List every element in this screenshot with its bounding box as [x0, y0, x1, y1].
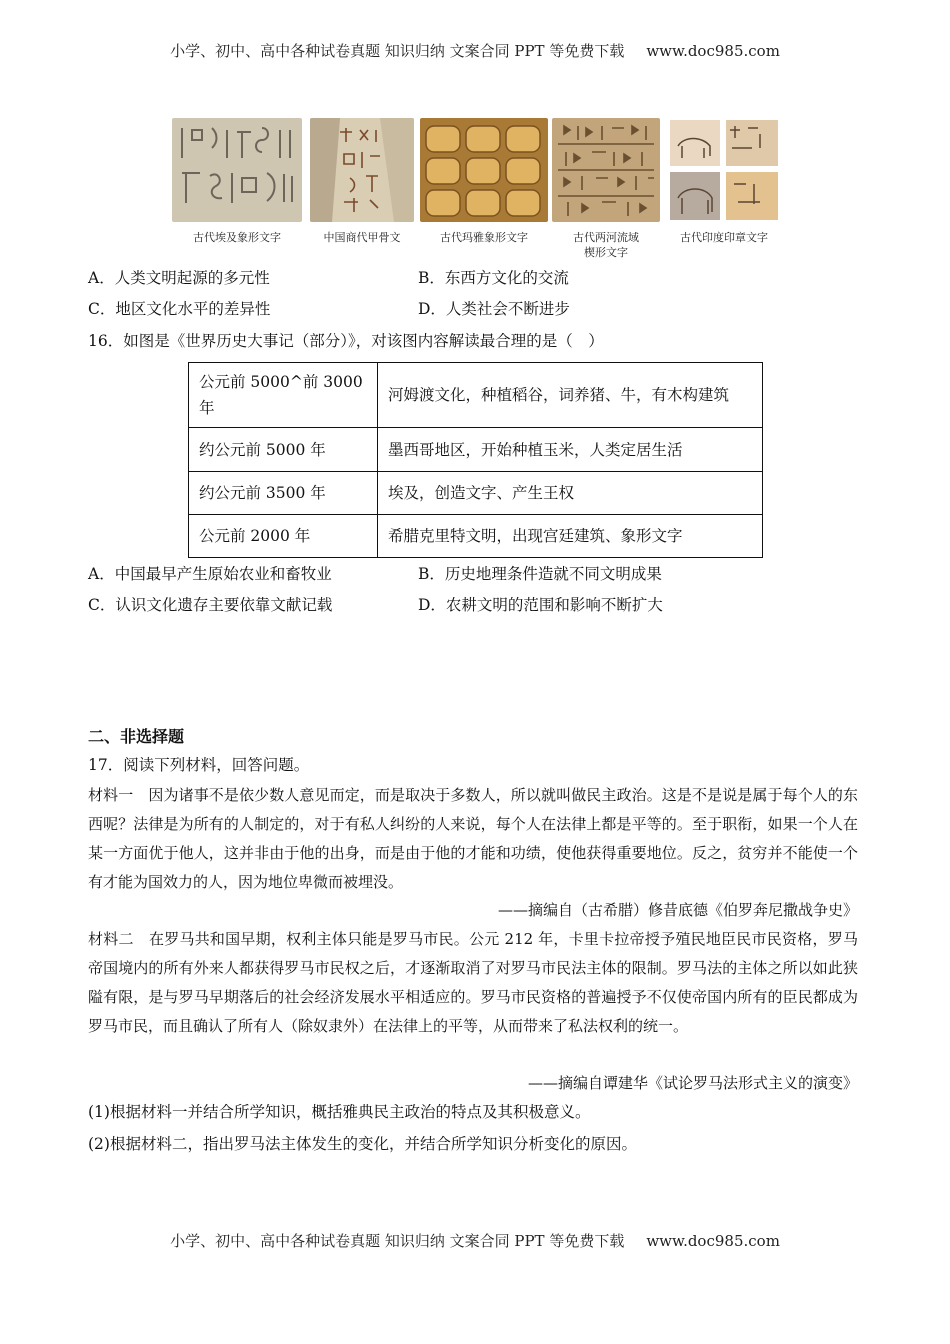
table-cell-event: 墨西哥地区，开始种植玉米，人类定居生活 [378, 428, 763, 472]
q15-option-b[interactable]: B．东西方文化的交流 [418, 269, 569, 287]
q17-material-1: 材料一 因为诸事不是依少数人意见而定，而是取决于多数人，所以就叫做民主政治。这是不是说是属于每个人的东西呢？法律是为所有的人制定的，对于有私人纠纷的人来说，每个人在法律上都是平等的。至于职衔，如果一个人在某一方面优于他人，这并非由于他的出身，而是由于他的才能和功绩，使他获得重要地位。反之，贫穷并不能使一个有才能为国效力的人，因为地位卑微而被埋没。 [88, 786, 858, 891]
page-footer [0, 1230, 950, 1251]
table-row [189, 363, 763, 428]
q17-source-2: ——摘编自谭建华《试论罗马法形式主义的演变》 [527, 1074, 858, 1092]
table-cell-event: 河姆渡文化，种植稻谷，词养猪、牛，有木构建筑 [378, 363, 763, 428]
table-cell-event: 埃及，创造文字、产生王权 [378, 472, 763, 515]
q15-option-d[interactable]: D．人类社会不断进步 [418, 300, 570, 318]
q16-option-b[interactable]: B．历史地理条件造就不同文明成果 [418, 565, 662, 583]
q15-option-c[interactable]: C．地区文化水平的差异性 [88, 300, 271, 318]
hieroglyph-figure [172, 118, 302, 245]
q15-option-a[interactable]: A．人类文明起源的多元性 [88, 269, 270, 287]
cuneiform-caption-line1: 古代两河流域 [573, 231, 639, 244]
table-row [189, 515, 763, 558]
table-cell-time: 约公元前 3500 年 [189, 472, 378, 515]
section-title: 二、非选择题 [88, 727, 185, 746]
table-cell-time: 公元前 2000 年 [189, 515, 378, 558]
page-header [0, 40, 950, 61]
q16-option-c[interactable]: C．认识文化遗存主要依靠文献记载 [88, 596, 333, 614]
hieroglyph-caption: 古代埃及象形文字 [193, 231, 281, 244]
script-image-strip [172, 118, 782, 258]
cuneiform-caption-line2: 楔形文字 [584, 246, 628, 259]
history-events-table [188, 362, 763, 558]
table-cell-time: 公元前 5000^前 3000 年 [189, 363, 378, 428]
q16-stem: 16．如图是《世界历史大事记（部分）》，对该图内容解读最合理的是（ ） [88, 332, 604, 350]
header-url[interactable]: www.doc985.com [646, 42, 780, 60]
table-cell-time: 约公元前 5000 年 [189, 428, 378, 472]
cuneiform-caption [552, 230, 660, 260]
table-row [189, 472, 763, 515]
cuneiform-image [552, 118, 660, 222]
indus-seal-image [668, 118, 780, 222]
indus-seal-caption: 古代印度印章文字 [680, 231, 768, 244]
q17-subquestion-2: (2)根据材料二，指出罗马法主体发生的变化，并结合所学知识分析变化的原因。 [88, 1135, 637, 1153]
hieroglyph-image [172, 118, 302, 222]
table-row [189, 428, 763, 472]
table-cell-event: 希腊克里特文明，出现宫廷建筑、象形文字 [378, 515, 763, 558]
oracle-bone-figure [310, 118, 414, 245]
maya-glyph-image [420, 118, 548, 222]
q16-option-d[interactable]: D．农耕文明的范围和影响不断扩大 [418, 596, 663, 614]
oracle-bone-caption: 中国商代甲骨文 [323, 231, 401, 244]
q17-material-2: 材料二 在罗马共和国早期，权利主体只能是罗马市民。公元 212 年，卡里卡拉帝授予殖民地臣民市民资格，罗马帝国境内的所有外来人都获得罗马市民权之后，才逐渐取消了对罗马市民法主体的限制。罗马法的主体之所以如此狭隘有限，是与罗马早期落后的社会经济发展水平相适应的。罗马市民资格的普遍授予不仅使帝国内所有的臣民都成为罗马市民，而且确认了所有人（除奴隶外）在法律上的平等，从而带来了私法权利的统一。 [88, 930, 858, 1035]
footer-url[interactable]: www.doc985.com [646, 1232, 780, 1250]
q17-source-1: ——摘编自（古希腊）修昔底德《伯罗奔尼撒战争史》 [497, 901, 858, 919]
footer-text: 小学、初中、高中各种试卷真题 知识归纳 文案合同 PPT 等免费下载 [170, 1232, 625, 1250]
header-text: 小学、初中、高中各种试卷真题 知识归纳 文案合同 PPT 等免费下载 [170, 42, 625, 60]
q16-option-a[interactable]: A．中国最早产生原始农业和畜牧业 [88, 565, 332, 583]
q17-stem: 17．阅读下列材料，回答问题。 [88, 756, 310, 774]
cuneiform-figure [552, 118, 660, 260]
oracle-bone-image [310, 118, 414, 222]
q17-subquestion-1: (1)根据材料一并结合所学知识，概括雅典民主政治的特点及其积极意义。 [88, 1103, 591, 1121]
maya-glyph-figure [420, 118, 548, 245]
indus-seal-figure [668, 118, 780, 245]
maya-glyph-caption: 古代玛雅象形文字 [440, 231, 528, 244]
